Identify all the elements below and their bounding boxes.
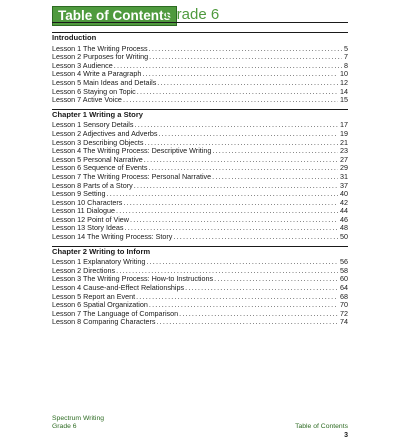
- footer-book-title: Spectrum Writing: [52, 415, 104, 422]
- entry-label: Lesson 1 Sensory Details: [52, 120, 134, 130]
- dot-leader: [123, 96, 338, 105]
- entry-page-number: 29: [340, 163, 348, 173]
- footer-grade: Grade 6: [52, 423, 77, 431]
- entry-label: Lesson 3 Audience: [52, 60, 113, 70]
- entry-label: Lesson 7 The Writing Process: Personal Narrative: [52, 171, 212, 181]
- entry-label: Lesson 10 Characters: [52, 197, 123, 207]
- page-number: 3: [344, 432, 348, 439]
- entry-page-number: 64: [340, 283, 348, 293]
- entry-label: Lesson 1 The Writing Process: [52, 43, 148, 53]
- entry-label: Lesson 7 Active Voice: [52, 95, 122, 105]
- entry-page-number: 40: [340, 189, 348, 199]
- entry-label: Lesson 2 Adjectives and Adverbs: [52, 128, 158, 138]
- entry-label: Lesson 4 Cause-and-Effect Relationships: [52, 283, 185, 293]
- entry-label: Lesson 11 Dialogue: [52, 206, 116, 216]
- toc-entry: [52, 96, 348, 105]
- entry-label: Lesson 1 Explanatory Writing: [52, 257, 146, 267]
- dot-leader: [158, 130, 338, 139]
- dot-leader: [212, 147, 338, 156]
- dot-leader: [136, 293, 338, 302]
- dot-leader: [179, 310, 338, 319]
- table-of-contents: [52, 28, 348, 331]
- entry-page-number: 10: [340, 69, 348, 79]
- section-heading: Chapter 1 Writing a Story: [52, 109, 348, 120]
- entry-page-number: 60: [340, 274, 348, 284]
- entry-page-number: 74: [340, 317, 348, 327]
- entry-page-number: 23: [340, 146, 348, 156]
- dot-leader: [116, 207, 338, 216]
- entry-label: Lesson 4 The Writing Process: Descriptive Writing: [52, 146, 212, 156]
- entry-page-number: 44: [340, 206, 348, 216]
- entry-label: Lesson 8 Parts of a Story: [52, 180, 133, 190]
- entry-label: Lesson 4 Write a Paragraph: [52, 69, 142, 79]
- entry-page-number: 21: [340, 137, 348, 147]
- entry-page-number: 50: [340, 232, 348, 242]
- entry-page-number: 12: [340, 77, 348, 87]
- dot-leader: [214, 275, 338, 284]
- entry-page-number: 14: [340, 86, 348, 96]
- dot-leader: [173, 233, 338, 242]
- entry-label: Lesson 14 The Writing Process: Story: [52, 232, 173, 242]
- entry-label: Lesson 12 Point of View: [52, 214, 129, 224]
- dot-leader: [137, 88, 338, 97]
- page-header: [52, 6, 348, 24]
- entry-page-number: 46: [340, 214, 348, 224]
- entry-page-number: 37: [340, 180, 348, 190]
- footer-book-info: [52, 415, 104, 431]
- dot-leader: [156, 318, 338, 327]
- dot-leader: [135, 121, 338, 130]
- entry-page-number: 72: [340, 308, 348, 318]
- toc-section: [52, 32, 348, 105]
- entry-label: Lesson 6 Staying on Topic: [52, 86, 136, 96]
- section-heading: Chapter 2 Writing to Inform: [52, 246, 348, 257]
- dot-leader: [107, 190, 338, 199]
- entry-label: Lesson 6 Sequence of Events: [52, 163, 148, 173]
- dot-leader: [149, 45, 342, 54]
- entry-page-number: 15: [340, 95, 348, 105]
- dot-leader: [212, 173, 338, 182]
- entry-page-number: 42: [340, 197, 348, 207]
- entry-page-number: 8: [344, 60, 348, 70]
- dot-leader: [142, 70, 338, 79]
- entry-page-number: 48: [340, 223, 348, 233]
- dot-leader: [157, 79, 338, 88]
- dot-leader: [185, 284, 338, 293]
- entry-label: Lesson 2 Purposes for Writing: [52, 52, 149, 62]
- entry-page-number: 58: [340, 265, 348, 275]
- entry-page-number: 70: [340, 300, 348, 310]
- dot-leader: [144, 156, 338, 165]
- dot-leader: [149, 53, 342, 62]
- footer-section: Table of Contents: [295, 423, 348, 430]
- dot-leader: [114, 62, 342, 71]
- toc-section: [52, 109, 348, 242]
- dot-leader: [146, 258, 338, 267]
- dot-leader: [134, 182, 338, 191]
- entry-page-number: 31: [340, 171, 348, 181]
- header-rule: [52, 22, 348, 23]
- entry-label: Lesson 5 Personal Narrative: [52, 154, 143, 164]
- toc-section: [52, 246, 348, 327]
- entry-label: Lesson 9 Setting: [52, 189, 106, 199]
- entry-page-number: 7: [344, 52, 348, 62]
- dot-leader: [130, 216, 338, 225]
- dot-leader: [123, 199, 338, 208]
- entry-label: Lesson 6 Spatial Organization: [52, 300, 148, 310]
- toc-entry: [52, 233, 348, 242]
- page-title: Table of Contents: [52, 6, 177, 26]
- entry-label: Lesson 3 The Writing Process: How-to Instructions: [52, 274, 214, 284]
- entry-label: Lesson 5 Main Ideas and Details: [52, 77, 157, 87]
- entry-label: Lesson 3 Describing Objects: [52, 137, 144, 147]
- entry-page-number: 68: [340, 291, 348, 301]
- entry-page-number: 19: [340, 128, 348, 138]
- toc-entry: [52, 318, 348, 327]
- entry-label: Lesson 5 Report an Event: [52, 291, 136, 301]
- entry-label: Lesson 8 Comparing Characters: [52, 317, 156, 327]
- entry-page-number: 56: [340, 257, 348, 267]
- entry-page-number: 27: [340, 154, 348, 164]
- grade-label: Grade 6: [165, 6, 220, 23]
- section-heading: Introduction: [52, 32, 348, 43]
- entry-label: Lesson 2 Directions: [52, 265, 116, 275]
- entry-label: Lesson 7 The Language of Comparison: [52, 308, 179, 318]
- entry-page-number: 17: [340, 120, 348, 130]
- entry-page-number: 5: [344, 43, 348, 53]
- entry-label: Lesson 13 Story Ideas: [52, 223, 124, 233]
